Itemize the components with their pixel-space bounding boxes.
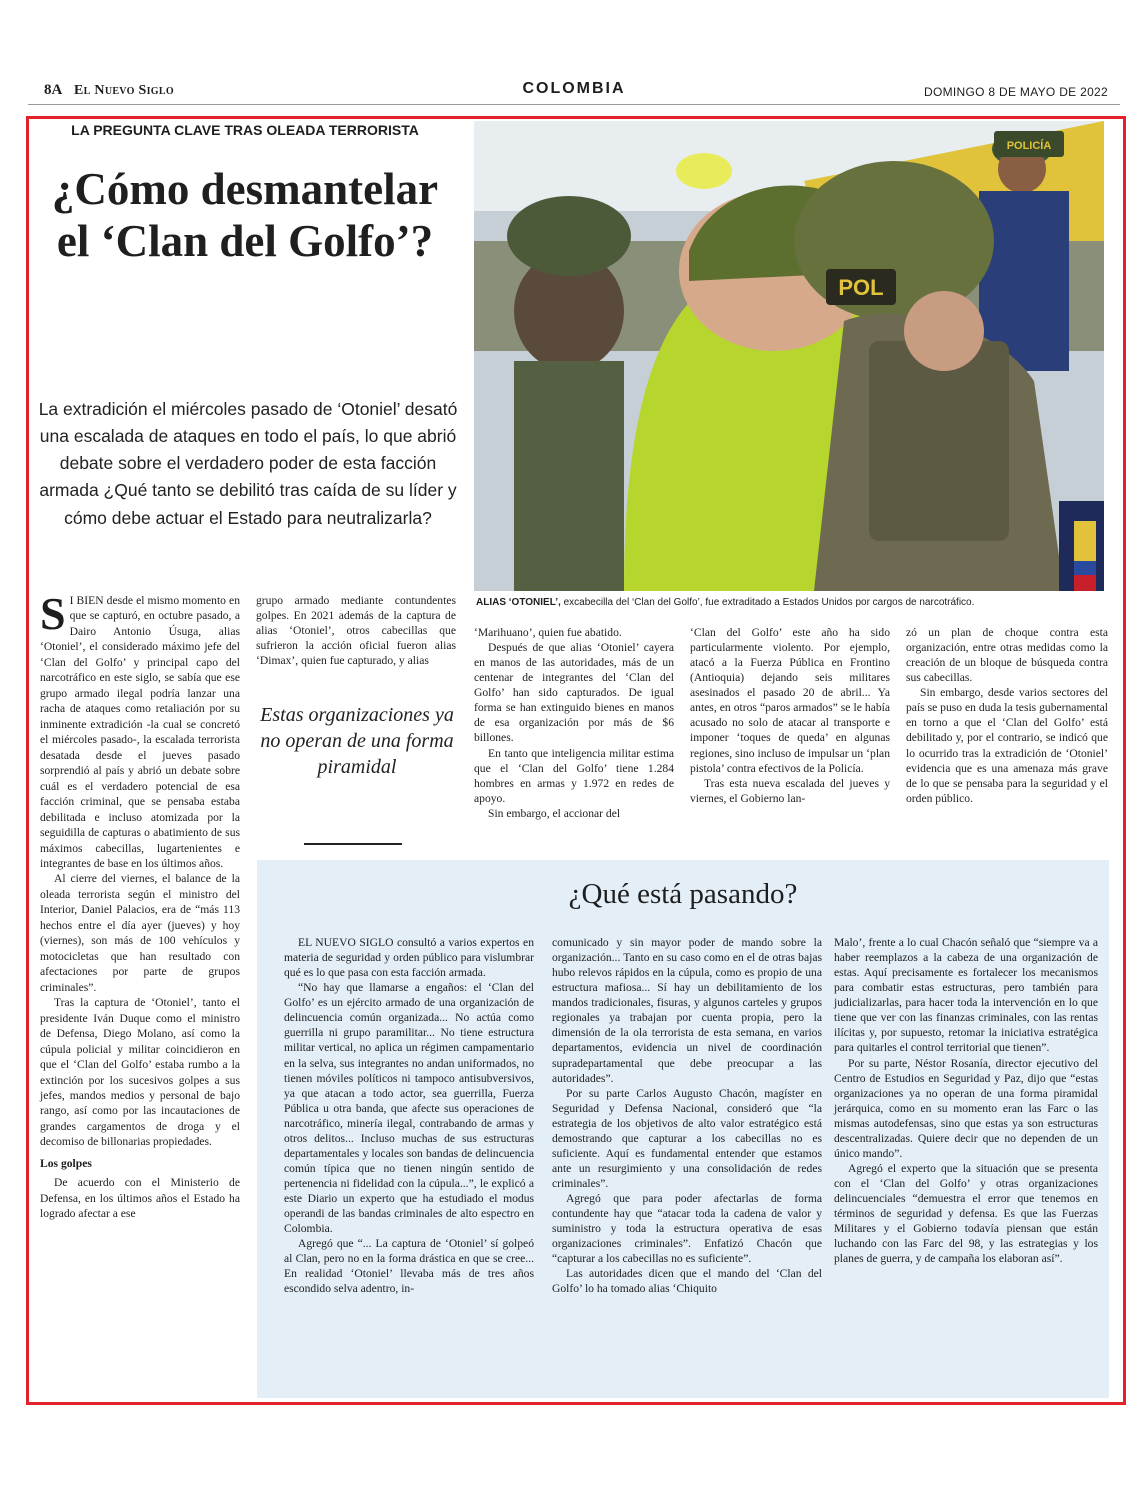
body-paragraph: Después de que alias ‘Otoniel’ cayera en manos de las autoridades, más de un centenar de integrantes del ‘Clan del Golfo’ han sido capturados. De igual forma se han extinguido bienes en manos de esa organización por más de $6 billones. (474, 641, 674, 745)
body-column-4 (690, 625, 890, 806)
helmet-badge-text: POL (838, 275, 884, 300)
box-paragraph: EL NUEVO SIGLO consultó a varios expertos en materia de seguridad y orden público para vislumbrar qué es lo que pasa con esta facción armada. (284, 936, 534, 980)
issue-date: DOMINGO 8 DE MAYO DE 2022 (924, 85, 1108, 99)
caption-lead: ALIAS ‘OTONIEL’, (476, 597, 561, 608)
news-photo (474, 121, 1104, 591)
pull-quote: Estas organizaciones ya no operan de una forma piramidal (260, 704, 454, 778)
body-paragraph: Sin embargo, desde varios sectores del país se puso en duda la tesis gubernamental en torno a que el ‘Clan del Golfo’ está debilitado y, por el contrario, se indicó que lo ocurrido tras la extradición de ‘Otoniel’ evidencia que es una amenaza más grave de lo que se pensaba para la seguridad y el orden público. (906, 686, 1108, 805)
body-paragraph: grupo armado mediante contundentes golpes. En 2021 además de la captura de alias ‘Otoniel’, otros cabecillas que sufrieron la acción oficial fueron alias ‘Dimax’, quien fue capturado, y alias (256, 594, 456, 668)
box-paragraph: Las autoridades dicen que el mando del ‘Clan del Golfo’ lo ha tomado alias ‘Chiquito (552, 1267, 822, 1296)
header-rule (28, 104, 1120, 105)
subheading: Los golpes (40, 1156, 92, 1170)
body-paragraph: ‘Marihuano’, quien fue abatido. (474, 626, 622, 639)
photo-illustration (474, 121, 1104, 591)
box-column-1 (284, 935, 534, 1297)
photo-caption (476, 597, 1106, 608)
pull-quote-rule (304, 843, 402, 845)
body-paragraph: En tanto que inteligencia militar estima que el ‘Clan del Golfo’ tiene 1.284 hombres en armas y 1.972 en redes de apoyo. (474, 746, 674, 805)
box-paragraph: “No hay que llamarse a engaños: el ‘Clan del Golfo’ es un ejército armado de una organización de delincuencia común organizada... No actúa como guerrilla ni grupo paramilitar... No tiene estructura militar vertical, no aplica un régimen campamentario en la selva, sus integrantes no andan uniformados, no tienen móviles políticos ni tampoco antisubversivos, ya que atacan a todo actor, sea guerrilla, Fuerza Pública u otra banda, que afecte sus operaciones de narcotráfico, minería ilegal, contrabando de armas y otros delitos... Incluso muchas de sus estructuras departamentales y locales son bandas de delincuencia común típica que no tienen ningún sentido de pertenencia ni fidelidad con la cúpula...”, le explicó a este Diario un experto que ha estudiado el modus operandi de las bandas criminales de alto espectro en Colombia. (284, 981, 534, 1236)
drop-cap: S (40, 588, 66, 639)
caption-text: excabecilla del ‘Clan del Golfo’, fue extraditado a Estados Unidos por cargos de narcotráfico. (560, 597, 975, 608)
body-paragraph: Sin embargo, el accionar del (488, 806, 621, 820)
kicker: LA PREGUNTA CLAVE TRAS OLEADA TERRORISTA (71, 122, 419, 138)
lead-paragraph: La extradición el miércoles pasado de ‘Otoniel’ desató una escalada de ataques en todo el país, lo que abrió debate sobre el verdadero poder de esta facción armada ¿Qué tanto se debilitó tras caída de su líder y cómo debe actuar el Estado para neutralizarla? (38, 399, 458, 528)
body-paragraph: zó un plan de choque contra esta organización, entre otras medidas como la creación de un bloque de búsqueda contra sus cabecillas. (906, 626, 1108, 685)
box-paragraph: Malo’, frente a lo cual Chacón señaló que “siempre va a haber reemplazos a la cabeza de una organización de estas. Aquí precisamente es fortalecer los mecanismos para combatir estas estructuras, pero también para judicializarlas, para hacer toda la intervención en lo que tiene que ver con las finanzas criminales, con las rentas ilícitas y, por supuesto, retomar la iniciativa estratégica para quitarles el control territorial que tienen”. (834, 936, 1098, 1055)
body-column-1 (40, 588, 240, 1222)
body-paragraph: Tras esta nueva escalada del jueves y viernes, el Gobierno lan- (690, 776, 890, 805)
box-column-3 (834, 935, 1098, 1266)
box-title: ¿Qué está pasando? (568, 878, 798, 910)
body-paragraph: Al cierre del viernes, el balance de la oleada terrorista según el ministro del Interior, Daniel Palacios, era de “más 113 hechos entre el día ayer (jueves) y hoy (viernes), son más de 100 vehículos y motocicletas que han resultado con afectaciones por parte de grupos criminales”. (40, 872, 240, 994)
box-paragraph: Agregó que “... La captura de ‘Otoniel’ sí golpeó al Clan, pero no en la forma drástica en que se cree... En realidad ‘Otoniel’ llevaba más de tres años escondido selva adentro, in- (284, 1237, 534, 1296)
headline: ¿Cómo desmantelar el ‘Clan del Golfo’? (51, 164, 439, 266)
box-column-2 (552, 935, 822, 1297)
newspaper-name: El Nuevo Siglo (74, 83, 174, 98)
box-paragraph: comunicado y sin mayor poder de mando sobre la organización... Tanto en su caso como en el de otras bajas hubo relevos rápidos en la cúpula, como es propio de una estructura mafiosa... Sí hay un debilitamiento de los mandos tradicionales, fisuras, y algunos carteles y grupos regionales ya trabajan por cuenta propia, pero la dimensión de la ola terrorista de esta semana, en varios departamentos, evidencia un nivel de coordinación supradepartamental que debe preocupar a las autoridades”. (552, 936, 822, 1085)
body-column-5 (906, 625, 1108, 806)
body-paragraph: I BIEN desde el mismo momento en que se capturó, en octubre pasado, a Dairo Antonio Úsuga, alias ‘Otoniel’, el considerado máximo jefe del ‘Clan del Golfo’ y principal capo del narcotráfico en este siglo, se sabía que ese grupo armado ilegal podría lanzar una racha de ataques como retaliación por su inminente extradición -la cual se concretó el miércoles pasado-, la escalada terrorista desatada desde el jueves pasado sorprendió al país y abrió un debate sobre cuál es el verdadero potencial de esa facción criminal, que se pensaba estaba debilitada e incluso atomizada por la seguidilla de capturas o abatimiento de sus máximos cabecillas, lugartenientes e integrantes de base en los últimos años. (40, 594, 240, 870)
box-paragraph: Por su parte Carlos Augusto Chacón, magíster en Seguridad y Defensa Nacional, consideró que “la estrategia de los objetivos de alto valor estratégico está demostrando que capturar a los cabecillas no es suficiente. Aquí es fundamental entender que estamos ante un resurgimiento y una consolidación de redes criminales”. (552, 1086, 822, 1190)
cap-badge-text: POLICÍA (1006, 140, 1052, 152)
body-paragraph: Tras la captura de ‘Otoniel’, tanto el presidente Iván Duque como el ministro de Defensa, Diego Molano, así como la cúpula policial y militar coincidieron en que el ‘Clan del Golfo’ estaba rumbo a la extinción por los sucesivos golpes a sus jefes, mandos medios y personal de bajo rango, así como por las incautaciones de grandes cargamentos de droga y el decomiso de billonarias propiedades. (40, 996, 240, 1149)
body-column-3 (474, 625, 674, 821)
body-column-2 (256, 593, 456, 668)
page-number: 8A (44, 82, 63, 98)
box-paragraph: Por su parte, Néstor Rosanía, director ejecutivo del Centro de Estudios en Seguridad y Paz, dijo que “estas organizaciones ya no operan de una forma piramidal jerárquica, como en su momento eran las Farc o las mismas autodefensas, sino que estas ya son estructuras descentralizadas. Quiere decir que no dependen de un único mando”. (834, 1056, 1098, 1160)
box-paragraph: Agregó el experto que la situación que se presenta con el ‘Clan del Golfo’ y otras organizaciones delincuenciales “demuestra el error que tenemos en términos de seguridad y defensa. Es que las Fuerzas Militares y el Gobierno todavía piensan que están luchando con las Farc del 98, y las estrategias y los planes de guerra, y de campaña los elaboran así”. (834, 1161, 1098, 1266)
box-paragraph: Agregó que para poder afectarlas de forma contundente hay que “atacar toda la cadena de valor y suministro y toda la estructura operativa de esas organizaciones criminales”. Enfatizó Chacón que “capturar a los cabecillas no es suficiente”. (552, 1192, 822, 1266)
section-title: COLOMBIA (522, 80, 626, 97)
body-paragraph: ‘Clan del Golfo’ este año ha sido particularmente violento. Por ejemplo, atacó a la Fuerza Pública en Frontino (Antioquia) dejando seis militares asesinados el pasado 20 de abril... Ya antes, en otros “paros armados” se le había acusado no solo de atacar al transporte e imponer ‘toques de queda’ en algunas regiones, sino incluso de impulsar un ‘plan pistola’ contra efectivos de la Policía. (690, 626, 890, 775)
body-paragraph: De acuerdo con el Ministerio de Defensa, en los últimos años el Estado ha logrado afectar a ese (40, 1176, 240, 1221)
